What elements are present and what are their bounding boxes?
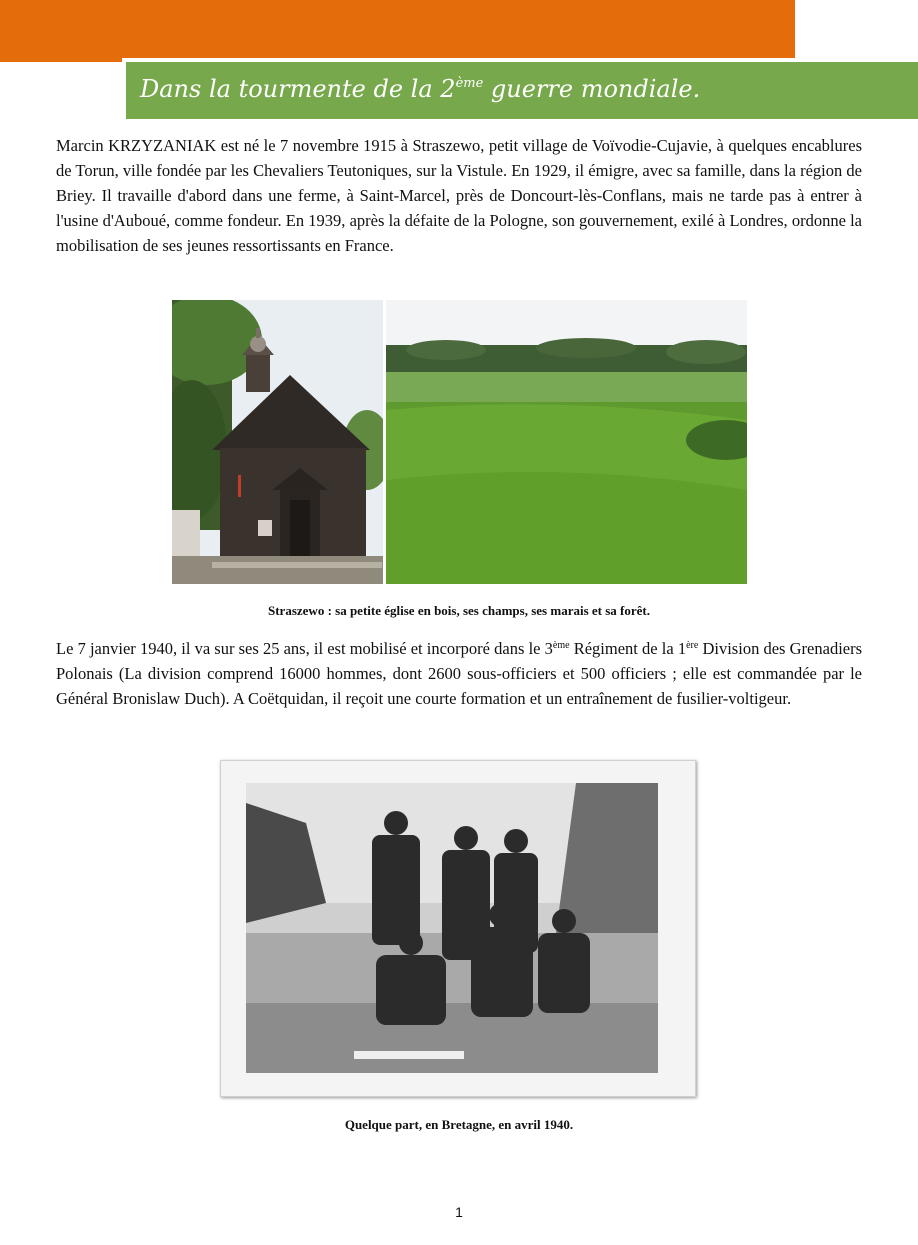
paragraph2-part3: Division des Grenadiers Polonais (La division comprend 16000 hommes, dont 2600 sous-officiers et 500 officiers ; elle est commandée par le Général Bronislaw Duch). A Coëtquidan, il reçoit une courte formation et un entraînement de fusilier-voltigeur. <box>56 639 863 708</box>
page-title <box>140 66 700 107</box>
title-prefix: Dans la tourmente de la 2 <box>140 75 456 103</box>
church-photo <box>172 300 383 584</box>
paragraph2-part2: Régiment de la 1 <box>569 639 687 658</box>
photo-caption-straszewo: Straszewo : sa petite église en bois, ses champs, ses marais et sa forêt. <box>268 603 650 618</box>
page-number: 1 <box>455 1204 463 1220</box>
paragraph2-part1: Le 7 janvier 1940, il va sur ses 25 ans, il est mobilisé et incorporé dans le 3 <box>56 639 553 658</box>
title-superscript: ème <box>455 76 484 91</box>
orange-header-band <box>0 0 795 62</box>
photo-caption-bretagne: Quelque part, en Bretagne, en avril 1940. <box>344 1117 574 1132</box>
title-suffix: guerre mondiale. <box>483 75 701 103</box>
paragraph-intro: Marcin KRZYZANIAK est né le 7 novembre 1915 à Straszewo, petit village de Voïvodie-Cujavie, à quelques encablures de Torun, ville fondée par les Chevaliers Teutoniques, sur la Vistule. En 1929, il émigre, avec sa famille, dans la région de Briey. Il travaille d'abord dans une ferme, à Saint-Marcel, près de Doncourt-lès-Conflans, mais ne tarde pas à entrer à l'usine d'Auboué, comme fondeur. En 1939, après la défaite de la Pologne, son gouvernement, exilé à Londres, ordonne la mobilisation de ses jeunes ressortissants en France. <box>56 136 862 255</box>
soldiers-photo <box>246 783 658 1073</box>
field-photo <box>386 300 747 584</box>
regiment-superscript: ème <box>552 640 570 651</box>
division-superscript: ère <box>686 640 699 651</box>
paragraph-mobilization <box>56 636 862 711</box>
